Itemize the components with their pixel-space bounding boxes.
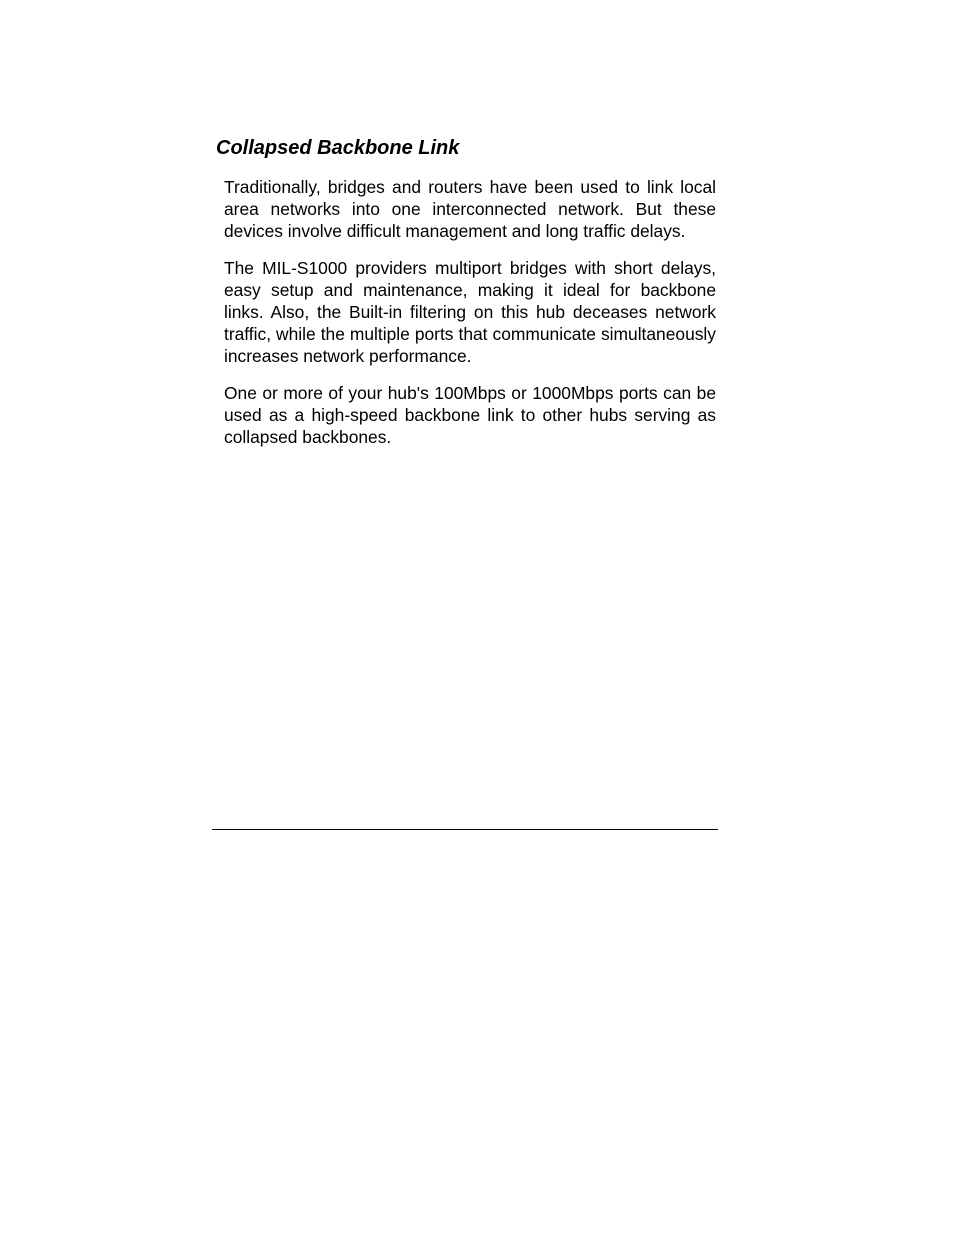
paragraph-traditional-bridges: Traditionally, bridges and routers have been used to link local area networks into one interconnected network. But these devices involve difficult management and long traffic delays. xyxy=(224,177,716,241)
paragraph-multiport-bridges: The MIL-S1000 providers multiport bridges with short delays, easy setup and maintenance, making it ideal for backbone links. Also, the Built-in filtering on this hub deceases network traffic, while the multiple ports that communicate simultaneously increases network performance. xyxy=(224,258,716,366)
section-body xyxy=(224,176,716,463)
paragraph-backbone-ports: One or more of your hub's 100Mbps or 1000Mbps ports can be used as a high-speed backbone link to other hubs serving as collapsed backbones. xyxy=(224,383,716,447)
footer-divider xyxy=(212,829,718,830)
section-heading: Collapsed Backbone Link xyxy=(216,137,460,159)
